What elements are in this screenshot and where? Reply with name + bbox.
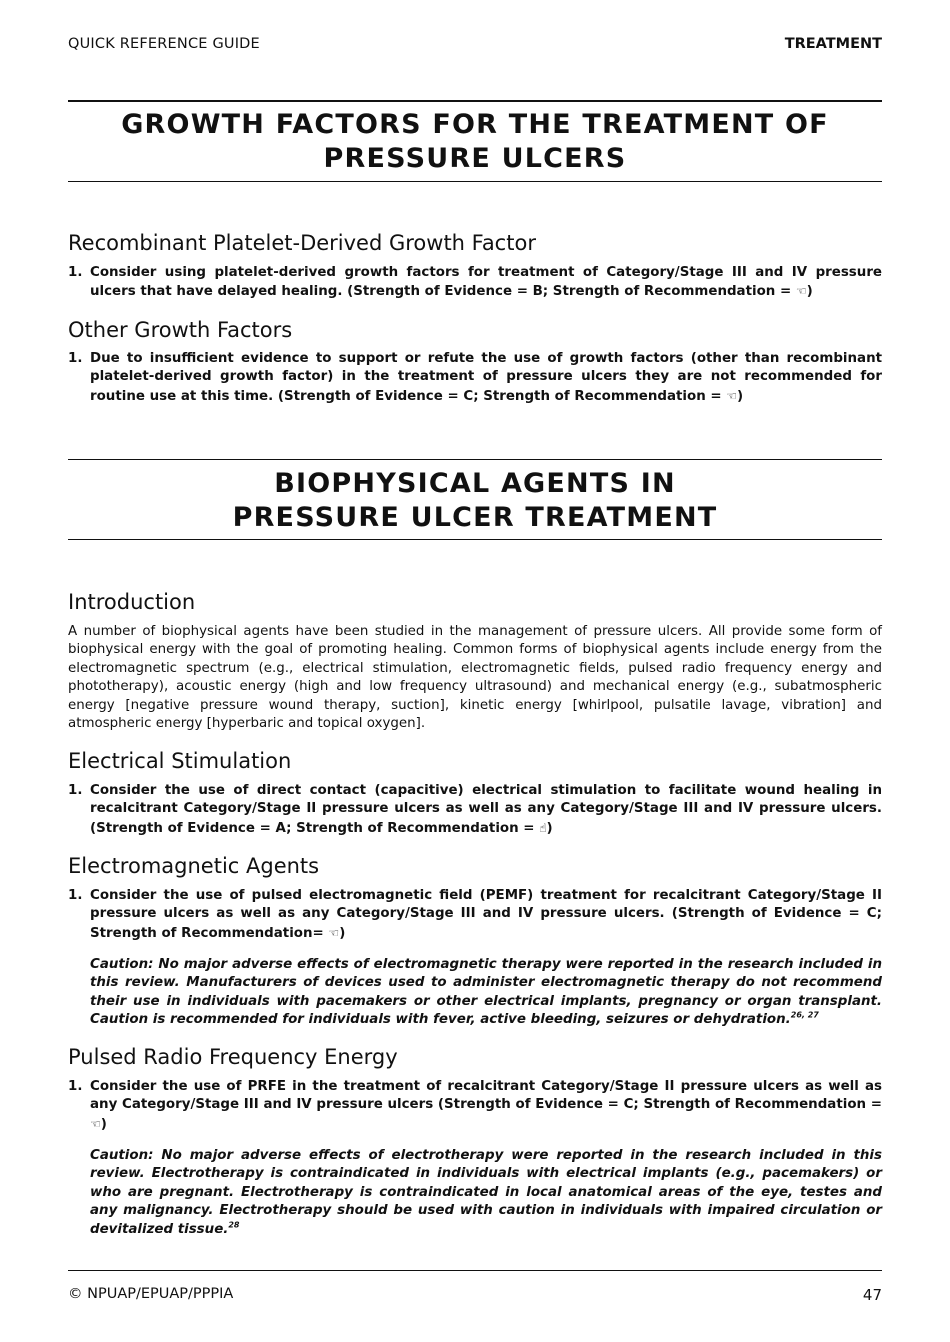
header-guide-label: QUICK REFERENCE GUIDE — [68, 36, 260, 52]
recommendation-electrical-stimulation — [68, 782, 882, 838]
section1-bottom-rule — [68, 181, 882, 182]
recommendation-pemf — [68, 887, 882, 943]
section1-title-line1: GROWTH FACTORS FOR THE TREATMENT OF — [121, 109, 829, 140]
caution-text: Caution: No major adverse effects of electrotherapy were reported in the research included in this review. Electrotherapy is contraindicated in individuals with electrical implants (e.g., pacemakers) or who are pregnant. Electrotherapy is contraindicated in local anatomical areas of the eye, testes and any malignancy. Electrotherapy should be used with caution in individuals with impaired circulation or devitalized tissue. — [90, 1148, 882, 1237]
item-text: Consider the use of PRFE in the treatment of recalcitrant Category/Stage II pressure ulcers as well as any Category/Stage III and IV pressure ulcers (Strength of Evidence = C; Strength of Recommendation = — [90, 1079, 882, 1113]
heading-introduction: Introduction — [68, 590, 196, 614]
pointing-hand-icon: ☜ — [795, 284, 807, 299]
item-text: Consider the use of direct contact (capacitive) electrical stimulation to facilitate wound healing in recalcitrant Category/Stage II pressure ulcers as well as any Category/Stage III and IV pressure ulcers. (Strength of Evidence = A; Strength of Recommendation = — [90, 783, 882, 836]
item-close: ) — [546, 820, 553, 836]
item-number: 1. — [68, 888, 83, 903]
section2-title-line1: BIOPHYSICAL AGENTS IN — [274, 468, 676, 499]
section1-title-line2: PRESSURE ULCERS — [323, 143, 627, 174]
heading-other-growth-factors: Other Growth Factors — [68, 318, 293, 342]
item-number: 1. — [68, 351, 83, 366]
document-page — [68, 0, 882, 1342]
copyright-label: © NPUAP/EPUAP/PPPIA — [68, 1286, 234, 1302]
page-header — [68, 36, 882, 56]
section1-title — [68, 108, 882, 176]
item-number: 1. — [68, 783, 83, 798]
recommendation-pdgf — [68, 264, 882, 302]
caution-text: Caution: No major adverse effects of electromagnetic therapy were reported in the research included in this review. Manufacturers of devices used to administer electromagnetic therapy do not recommend their use in individuals with pacemakers or other electrical implants, pregnancy or organ transplant. Caution is recommended for individuals with fever, active bleeding, seizures or dehydration. — [90, 957, 882, 1028]
caution-electrotherapy — [90, 1147, 882, 1239]
section1-top-rule — [68, 100, 882, 102]
footer-rule — [68, 1270, 882, 1271]
header-section-label: TREATMENT — [784, 36, 882, 52]
item-number: 1. — [68, 1079, 83, 1094]
recommendation-prfe — [68, 1078, 882, 1134]
heading-electrical-stimulation: Electrical Stimulation — [68, 749, 292, 773]
item-close: ) — [737, 388, 744, 404]
section2-title-line2: PRESSURE ULCER TREATMENT — [232, 502, 718, 533]
section2-title — [68, 467, 882, 535]
citation-ref: 26, 27 — [790, 1010, 819, 1020]
item-close: ) — [100, 1116, 107, 1132]
pointing-hand-icon: ☜ — [90, 1116, 101, 1131]
section2-top-rule — [68, 459, 882, 460]
citation-ref: 28 — [228, 1220, 240, 1230]
page-number: 47 — [862, 1286, 882, 1304]
item-text: Due to insufficient evidence to support or refute the use of growth factors (other than recombinant platelet-derived growth factor) in the treatment of pressure ulcers they are not recommended for routine use at this time. (Strength of Evidence = C; Strength of Recommendation = — [90, 351, 882, 404]
item-close: ) — [339, 925, 346, 941]
pointing-hand-icon: ☜ — [726, 388, 738, 403]
thumbs-up-icon: ☝ — [539, 820, 547, 835]
heading-electromagnetic-agents: Electromagnetic Agents — [68, 854, 320, 878]
item-number: 1. — [68, 265, 83, 280]
item-close: ) — [806, 284, 813, 300]
caution-electromagnetic — [90, 956, 882, 1030]
heading-pulsed-radio-frequency: Pulsed Radio Frequency Energy — [68, 1045, 398, 1069]
recommendation-other-growth-factors — [68, 350, 882, 406]
introduction-paragraph: A number of biophysical agents have been studied in the management of pressure ulcers. All provide some form of biophysical energy with the goal of promoting healing. Common forms of biophysical agents include energy from the electromagnetic spectrum (e.g., electrical stimulation, electromagnetic fields, pulsed radio frequency energy and phototherapy), acoustic energy (high and low frequency ultrasound) and mechanical energy (e.g., subatmospheric energy [negative pressure wound therapy, suction], kinetic energy [whirlpool, pulsatile lavage, vibration] and atmospheric energy [hyperbaric and topical oxygen]. — [68, 624, 882, 732]
item-text: Consider the use of pulsed electromagnetic field (PEMF) treatment for recalcitrant Category/Stage II pressure ulcers as well as any Category/Stage III and IV pressure ulcers. (Strength of Evidence = C; Strength of Recommendation= — [90, 888, 882, 941]
heading-recombinant-pdgf: Recombinant Platelet-Derived Growth Factor — [68, 231, 536, 255]
pointing-hand-icon: ☜ — [328, 925, 340, 940]
item-text: Consider using platelet-derived growth factors for treatment of Category/Stage III and IV pressure ulcers that have delayed healing. (Strength of Evidence = B; Strength of Recommendation = — [90, 265, 882, 300]
section2-bottom-rule — [68, 539, 882, 540]
